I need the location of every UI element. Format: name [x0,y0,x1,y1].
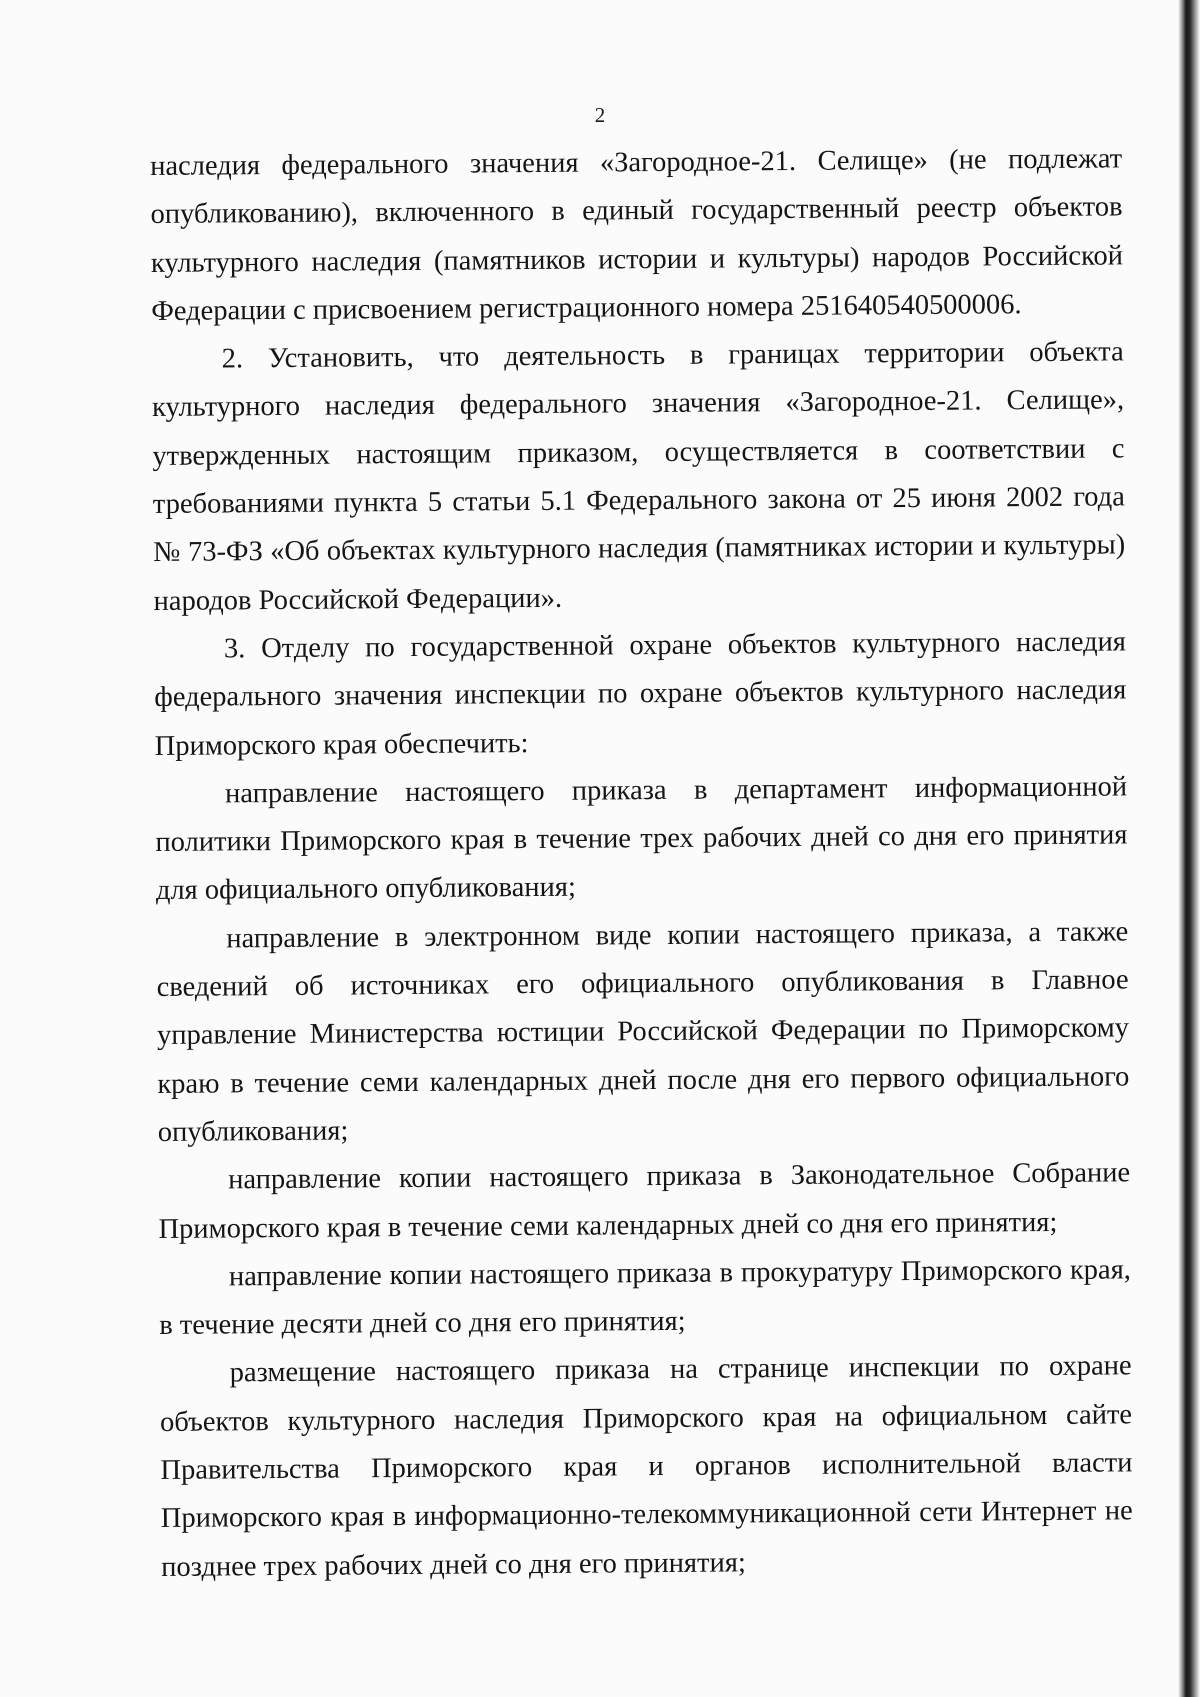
paragraph-subitem-ministry-justice: направление в электронном виде копии настоящего приказа, а также сведений об источниках его официального опубликования в Главное управление Министерства юстиции Российской Федерации по Приморскому краю в течение семи календарных дней после дня его первого официального опубликования; [156,916,1130,1148]
paragraph-subitem-website: размещение настоящего приказа на странице инспекции по охране объектов культурного наследия Приморского края на официальном сайте Правительства Приморского края и органов исполнительной власти Приморского края в информационно-телекоммуникационной сети Интернет не позднее трех рабочих дней со дня его принятия; [159,1350,1133,1583]
paragraph-subitem-publication: направление настоящего приказа в департамент информационной политики Приморского края в течение трех рабочих дней со дня его принятия для официального опубликования; [155,771,1128,907]
paragraph-item-3: 3. Отделу по государственной охране объектов культурного наследия федерального значения инспекции по охране объектов культурного наследия Приморского края обеспечить: [154,626,1127,762]
document-body [150,135,1133,1591]
page-number: 2 [594,103,606,127]
paragraph-subitem-prosecutor: направление копии настоящего приказа в прокуратуру Приморского края, в течение десяти дней со дня его принятия; [159,1254,1132,1342]
paragraph-item-2: 2. Установить, что деятельность в границах территории объекта культурного наследия федерального значения «Загородное-21. Селище», утвержденных настоящим приказом, осуществляется в соответствии с требованиями пункта 5 статьи 5.1 Федерального закона от 25 июня 2002 года № 73-ФЗ «Об объектах культурного наследия (памятниках истории и культуры) народов Российской Федерации». [151,336,1126,617]
scan-edge-shadow [1178,0,1200,1697]
paragraph-subitem-legislative-assembly: направление копии настоящего приказа в Законодательное Собрание Приморского края в течение семи календарных дней со дня его принятия; [158,1157,1131,1245]
paragraph-1-continuation: наследия федерального значения «Загородное-21. Селище» (не подлежат опубликованию), включенного в единый государственный реестр объектов культурного наследия (памятников истории и культуры) народов Российской Федерации с присвоением регистрационного номера 251640540500006. [150,143,1124,327]
